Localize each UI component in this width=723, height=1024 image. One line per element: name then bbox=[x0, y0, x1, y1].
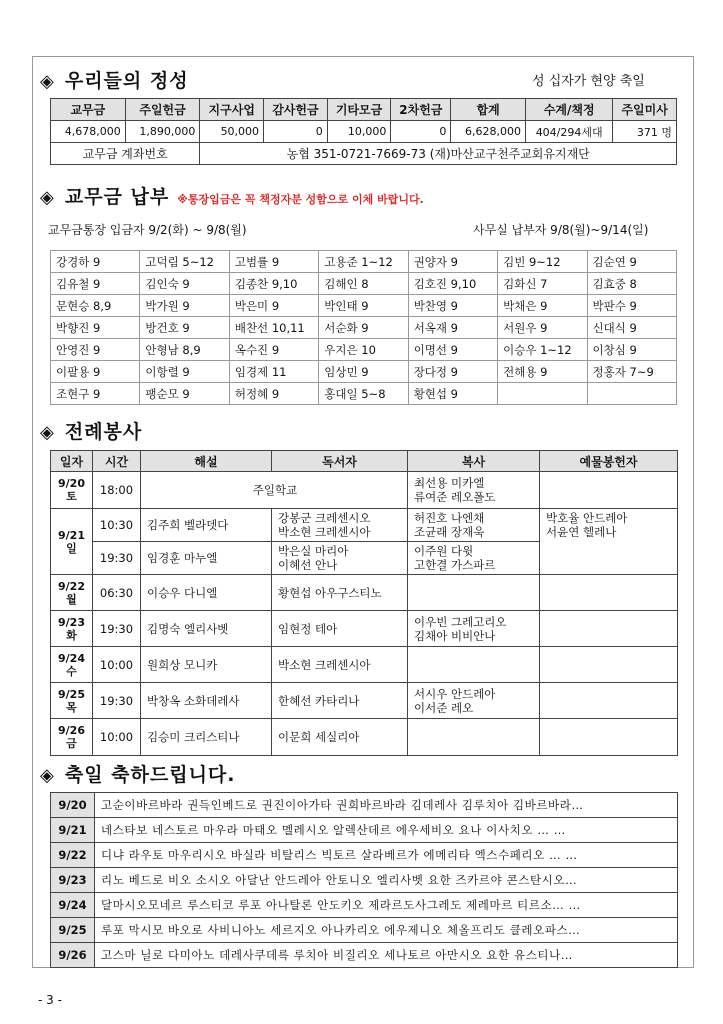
cell-text: 9/20 토 bbox=[58, 477, 85, 503]
feast-table bbox=[50, 792, 678, 968]
feast-names: 네스타보 네스토르 마우라 마태오 멜레시오 알렉산데르 에우세비오 요나 이사치오 … … bbox=[95, 818, 678, 843]
commentator-9-20: 주일학교 bbox=[141, 472, 408, 509]
offerer-9-21 bbox=[540, 509, 678, 575]
feast-names: 고스마 닐로 다미아노 데레사쿠데륵 루치아 비질리오 세나토르 아만시오 요한 유스티나… bbox=[95, 943, 678, 968]
time-9-24: 10:00 bbox=[93, 647, 141, 683]
dues-cell: 팽순모 9 bbox=[140, 383, 229, 405]
section-title-text: 교무금 납부 bbox=[64, 186, 170, 208]
offering-value: 10,000 bbox=[327, 121, 391, 143]
server-9-23 bbox=[408, 611, 540, 647]
liturgy-header: 일자 bbox=[51, 451, 93, 472]
dues-row bbox=[51, 339, 677, 361]
offerer-9-20 bbox=[540, 472, 678, 509]
server-9-22 bbox=[408, 575, 540, 611]
offering-header: 주일헌금 bbox=[125, 99, 200, 121]
cell-text: 서시우 안드레아 이서준 레오 bbox=[414, 686, 496, 715]
dues-cell: 박판수 9 bbox=[587, 295, 676, 317]
cell-text: 9/21 일 bbox=[58, 528, 85, 555]
day-9-20 bbox=[51, 472, 93, 509]
dues-row bbox=[51, 317, 677, 339]
time-9-22: 06:30 bbox=[93, 575, 141, 611]
dues-cell: 이창심 9 bbox=[587, 339, 676, 361]
day-9-25 bbox=[51, 683, 93, 719]
offering-header: 지구사업 bbox=[200, 99, 264, 121]
offering-value: 50,000 bbox=[200, 121, 264, 143]
feast-row bbox=[51, 893, 678, 918]
dues-cell: 우지은 10 bbox=[319, 339, 408, 361]
reader-9-23: 임현정 테아 bbox=[272, 611, 408, 647]
dues-cell: 김빈 9~12 bbox=[498, 251, 587, 273]
feast-names: 디냐 라우토 마우리시오 바실라 비탈리스 빅토르 살라베르가 에메리타 엑스수페리오 … … bbox=[95, 843, 678, 868]
dues-cell: 이항렬 9 bbox=[140, 361, 229, 383]
commentator-9-21-1: 김주희 벨라뎃다 bbox=[141, 509, 272, 542]
dues-cell: 박채은 9 bbox=[498, 295, 587, 317]
dues-cell: 고덕림 5~12 bbox=[140, 251, 229, 273]
offering-value: 404/294세대 bbox=[526, 121, 613, 143]
dues-cell: 안영진 9 bbox=[51, 339, 140, 361]
cell-text: 9/23 화 bbox=[58, 615, 85, 642]
dues-cell: 정홍자 7~9 bbox=[587, 361, 676, 383]
bank-period: 교무금통장 입금자 9/2(화) ~ 9/8(월) bbox=[48, 223, 247, 237]
offering-subtitle: 성 십자가 현양 축일 bbox=[532, 74, 645, 89]
feast-names: 리노 베드로 비오 소시오 아달난 안드레아 안토니오 엘리사벳 요한 즈카르야 콘스탄시오… bbox=[95, 868, 678, 893]
feast-row bbox=[51, 918, 678, 943]
dues-cell: 권양자 9 bbox=[408, 251, 497, 273]
dues-row bbox=[51, 361, 677, 383]
dues-cell: 안형남 8,9 bbox=[140, 339, 229, 361]
feast-row bbox=[51, 793, 678, 818]
dues-cell: 강경하 9 bbox=[51, 251, 140, 273]
liturgy-header: 예물봉헌자 bbox=[540, 451, 678, 472]
commentator-9-23: 김명숙 엘리사벳 bbox=[141, 611, 272, 647]
server-9-20 bbox=[408, 472, 540, 509]
feast-row bbox=[51, 843, 678, 868]
dues-cell: 서순화 9 bbox=[319, 317, 408, 339]
day-9-21 bbox=[51, 509, 93, 575]
dues-cell: 김호진 9,10 bbox=[408, 273, 497, 295]
liturgy-header: 독서자 bbox=[272, 451, 408, 472]
day-9-24 bbox=[51, 647, 93, 683]
dues-table bbox=[50, 250, 677, 405]
dues-cell: 박은미 9 bbox=[229, 295, 318, 317]
dues-cell: 조현구 9 bbox=[51, 383, 140, 405]
dues-cell: 김유철 9 bbox=[51, 273, 140, 295]
server-9-24 bbox=[408, 647, 540, 683]
dues-cell: 고용준 1~12 bbox=[319, 251, 408, 273]
offering-table bbox=[50, 98, 677, 165]
reader-9-21-2 bbox=[272, 542, 408, 575]
offerer-9-25 bbox=[540, 683, 678, 719]
reader-9-25: 한혜선 카타리나 bbox=[272, 683, 408, 719]
offering-header: 주일미사 bbox=[613, 99, 677, 121]
account-value: 농협 351-0721-7669-73 (재)마산교구천주교회유지재단 bbox=[200, 143, 677, 165]
offering-value: 6,628,000 bbox=[451, 121, 526, 143]
dues-cell: 임상민 9 bbox=[319, 361, 408, 383]
feast-row bbox=[51, 868, 678, 893]
cell-text: 이우빈 그레고리오 김채아 비비안나 bbox=[414, 614, 507, 643]
offering-section-title bbox=[40, 66, 189, 93]
dues-row bbox=[51, 383, 677, 405]
liturgy-table bbox=[50, 450, 678, 756]
dues-row bbox=[51, 273, 677, 295]
dues-cell: 이승우 1~12 bbox=[498, 339, 587, 361]
dues-cell: 이명선 9 bbox=[408, 339, 497, 361]
dues-cell: 허정혜 9 bbox=[229, 383, 318, 405]
feast-date: 9/24 bbox=[51, 893, 95, 918]
cell-text: 이주원 다윗 고한결 가스파르 bbox=[414, 544, 496, 572]
feast-date: 9/26 bbox=[51, 943, 95, 968]
page-number: - 3 - bbox=[38, 993, 62, 1007]
cell-text: 강봉군 크레센시오 박소현 크레센시아 bbox=[278, 511, 371, 539]
offerer-9-26 bbox=[540, 719, 678, 756]
reader-9-22: 황현섭 아우구스티노 bbox=[272, 575, 408, 611]
server-9-21-1 bbox=[408, 509, 540, 542]
offerer-9-23 bbox=[540, 611, 678, 647]
offering-value: 4,678,000 bbox=[51, 121, 126, 143]
section-title-text: 축일 축하드립니다. bbox=[64, 764, 236, 786]
dues-cell: 문현승 8,9 bbox=[51, 295, 140, 317]
diamond-bullet-icon: ◈ bbox=[40, 187, 55, 208]
day-9-26 bbox=[51, 719, 93, 756]
dues-cell bbox=[587, 383, 676, 405]
feast-names: 고순이바르바라 권득인베드로 권진이아가타 권희바르바라 김데레사 김루치아 김바르바라… bbox=[95, 793, 678, 818]
time-9-23: 19:30 bbox=[93, 611, 141, 647]
dues-note: ※통장입금은 꼭 책정자분 성함으로 이체 바랍니다. bbox=[177, 193, 424, 206]
reader-9-26: 이문희 세실리아 bbox=[272, 719, 408, 756]
liturgy-header: 복사 bbox=[408, 451, 540, 472]
diamond-bullet-icon: ◈ bbox=[40, 422, 55, 443]
dues-cell: 박가원 9 bbox=[140, 295, 229, 317]
feast-date: 9/21 bbox=[51, 818, 95, 843]
dues-cell: 김화신 7 bbox=[498, 273, 587, 295]
liturgy-header: 해설 bbox=[141, 451, 272, 472]
liturgy-header: 시간 bbox=[93, 451, 141, 472]
offering-header: 감사헌금 bbox=[264, 99, 328, 121]
commentator-9-21-2: 임경훈 마누엘 bbox=[141, 542, 272, 575]
cell-text: 9/25 목 bbox=[58, 687, 85, 714]
reader-9-21-1 bbox=[272, 509, 408, 542]
section-title-text: 전례봉사 bbox=[64, 421, 143, 443]
time-9-21-2: 19:30 bbox=[93, 542, 141, 575]
reader-9-24: 박소현 크레센시아 bbox=[272, 647, 408, 683]
dues-cell: 신대식 9 bbox=[587, 317, 676, 339]
offering-value: 1,890,000 bbox=[125, 121, 200, 143]
cell-text: 9/24 수 bbox=[58, 651, 85, 678]
time-9-20-1: 18:00 bbox=[93, 472, 141, 509]
cell-text: 9/26 금 bbox=[58, 724, 85, 750]
dues-cell: 김종찬 9,10 bbox=[229, 273, 318, 295]
dues-cell: 배찬선 10,11 bbox=[229, 317, 318, 339]
account-label: 교무금 계좌번호 bbox=[51, 143, 200, 165]
commentator-9-22: 이승우 다니엘 bbox=[141, 575, 272, 611]
server-9-26 bbox=[408, 719, 540, 756]
offering-value: 0 bbox=[264, 121, 328, 143]
offering-value: 0 bbox=[391, 121, 451, 143]
dues-cell: 방건호 9 bbox=[140, 317, 229, 339]
feast-date: 9/25 bbox=[51, 918, 95, 943]
dues-cell: 임경제 11 bbox=[229, 361, 318, 383]
cell-text: 박호율 안드레아 서윤연 헬레나 bbox=[546, 511, 628, 539]
offering-value: 371 명 bbox=[613, 121, 677, 143]
section-title-text: 우리들의 정성 bbox=[64, 70, 189, 92]
office-period: 사무실 납부자 9/8(월)~9/14(일) bbox=[473, 223, 649, 237]
dues-cell: 고범률 9 bbox=[229, 251, 318, 273]
dues-cell: 박향진 9 bbox=[51, 317, 140, 339]
dues-cell: 전해용 9 bbox=[498, 361, 587, 383]
liturgy-section-title bbox=[40, 417, 142, 444]
dues-row bbox=[51, 295, 677, 317]
offering-header: 교무금 bbox=[51, 99, 126, 121]
dues-cell: 박인태 9 bbox=[319, 295, 408, 317]
dues-cell: 서원우 9 bbox=[498, 317, 587, 339]
server-9-21-2 bbox=[408, 542, 540, 575]
feast-names: 루포 막시모 바오로 사비니아노 세르지오 아나카리오 에우제니오 체올프리도 클레오파스… bbox=[95, 918, 678, 943]
commentator-9-24: 원희상 모니카 bbox=[141, 647, 272, 683]
cell-text: 최선용 미카엘 류여준 레오폴도 bbox=[414, 476, 496, 504]
dues-section-title bbox=[40, 182, 424, 209]
feast-names: 달마시오모네르 루스티코 루포 아나탈론 안도키오 제라르도사그레도 제레마르 티르소… … bbox=[95, 893, 678, 918]
dues-row bbox=[51, 251, 677, 273]
offerer-9-24 bbox=[540, 647, 678, 683]
offerer-9-22 bbox=[540, 575, 678, 611]
feast-date: 9/23 bbox=[51, 868, 95, 893]
dues-cell: 김순연 9 bbox=[587, 251, 676, 273]
day-9-22 bbox=[51, 575, 93, 611]
offering-header: 수계/책정 bbox=[526, 99, 613, 121]
dues-cell: 홍대일 5~8 bbox=[319, 383, 408, 405]
dues-cell: 서옥재 9 bbox=[408, 317, 497, 339]
offering-header: 2차헌금 bbox=[391, 99, 451, 121]
diamond-bullet-icon: ◈ bbox=[40, 765, 55, 786]
time-9-25: 19:30 bbox=[93, 683, 141, 719]
commentator-9-26: 김승미 크리스티나 bbox=[141, 719, 272, 756]
dues-cell: 옥수진 9 bbox=[229, 339, 318, 361]
feast-row bbox=[51, 943, 678, 968]
dues-cell: 김효중 8 bbox=[587, 273, 676, 295]
dues-cell: 장다정 9 bbox=[408, 361, 497, 383]
dues-cell bbox=[498, 383, 587, 405]
dues-cell: 김인숙 9 bbox=[140, 273, 229, 295]
feast-date: 9/22 bbox=[51, 843, 95, 868]
time-9-26: 10:00 bbox=[93, 719, 141, 756]
time-9-21-1: 10:30 bbox=[93, 509, 141, 542]
cell-text: 허진호 나엔채 조균래 장재욱 bbox=[414, 511, 485, 539]
dues-cell: 김해인 8 bbox=[319, 273, 408, 295]
server-9-25 bbox=[408, 683, 540, 719]
cell-text: 박은실 마리아 이혜선 안나 bbox=[278, 544, 349, 572]
day-9-23 bbox=[51, 611, 93, 647]
diamond-bullet-icon: ◈ bbox=[40, 71, 55, 92]
dues-cell: 이팔용 9 bbox=[51, 361, 140, 383]
cell-text: 9/22 월 bbox=[58, 579, 85, 606]
feast-row bbox=[51, 818, 678, 843]
offering-header: 합계 bbox=[451, 99, 526, 121]
dues-cell: 황현섭 9 bbox=[408, 383, 497, 405]
offering-header: 기타모금 bbox=[327, 99, 391, 121]
commentator-9-25: 박창옥 소화데레사 bbox=[141, 683, 272, 719]
feast-date: 9/20 bbox=[51, 793, 95, 818]
dues-cell: 박찬영 9 bbox=[408, 295, 497, 317]
feast-section-title bbox=[40, 760, 236, 787]
